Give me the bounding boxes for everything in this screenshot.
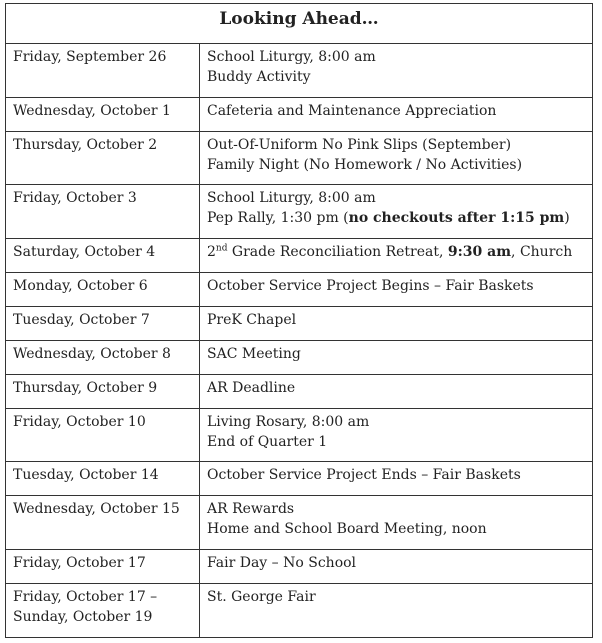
event-cell — [200, 307, 593, 341]
date-cell — [6, 409, 200, 462]
title-row — [6, 4, 593, 44]
schedule-table — [5, 3, 593, 638]
event-text-segment: 2 — [207, 244, 216, 260]
date-cell — [6, 496, 200, 550]
event-text: AR Deadline — [207, 380, 296, 396]
date-text: Thursday, October 2 — [13, 137, 158, 153]
date-cell — [6, 44, 200, 98]
event-text: Out-Of-Uniform No Pink Slips (September) — [207, 137, 512, 153]
date-cell — [6, 550, 200, 584]
table-row — [6, 98, 593, 132]
date-text: Thursday, October 9 — [13, 380, 158, 396]
event-text: October Service Project Ends – Fair Baskets — [207, 467, 521, 483]
table-row — [6, 409, 593, 462]
date-text: Wednesday, October 8 — [13, 346, 171, 362]
pep-rally-text — [207, 208, 586, 228]
event-text: Home and School Board Meeting, noon — [207, 521, 487, 537]
table-row — [6, 375, 593, 409]
date-text: Friday, October 3 — [13, 190, 137, 206]
event-cell — [200, 341, 593, 375]
event-text-segment: Grade Reconciliation Retreat, — [227, 244, 448, 260]
date-cell — [6, 98, 200, 132]
event-text: End of Quarter 1 — [207, 434, 328, 450]
table-row — [6, 132, 593, 185]
event-text-segment: , Church — [511, 244, 573, 260]
event-cell — [200, 550, 593, 584]
date-text: Tuesday, October 7 — [13, 312, 150, 328]
date-cell — [6, 341, 200, 375]
event-text: PreK Chapel — [207, 312, 297, 328]
date-text: Tuesday, October 14 — [13, 467, 159, 483]
table-row — [6, 307, 593, 341]
date-cell — [6, 375, 200, 409]
date-text: Wednesday, October 1 — [13, 103, 171, 119]
event-cell — [200, 496, 593, 550]
event-text: Buddy Activity — [207, 69, 311, 85]
date-text: Saturday, October 4 — [13, 244, 156, 260]
date-cell — [6, 132, 200, 185]
date-cell — [6, 462, 200, 496]
event-cell — [200, 462, 593, 496]
date-text: Friday, September 26 — [13, 49, 167, 65]
table-row — [6, 239, 593, 273]
date-cell — [6, 185, 200, 239]
event-text-segment: ) — [564, 210, 570, 226]
table-row — [6, 496, 593, 550]
event-text: Family Night (No Homework / No Activities) — [207, 157, 523, 173]
table-row — [6, 584, 593, 638]
event-text: Fair Day – No School — [207, 555, 357, 571]
event-text: School Liturgy, 8:00 am — [207, 190, 376, 206]
date-cell — [6, 584, 200, 638]
date-cell — [6, 239, 200, 273]
date-text: Wednesday, October 15 — [13, 501, 180, 517]
retreat-text — [207, 242, 586, 262]
event-cell — [200, 584, 593, 638]
event-cell — [200, 132, 593, 185]
table-row — [6, 341, 593, 375]
event-text-segment: Pep Rally, 1:30 pm ( — [207, 210, 349, 226]
event-text-bold: no checkouts after 1:15 pm — [348, 210, 565, 226]
date-cell — [6, 273, 200, 307]
event-cell — [200, 98, 593, 132]
table-row — [6, 44, 593, 98]
table-row — [6, 273, 593, 307]
event-cell — [200, 185, 593, 239]
date-text: Friday, October 10 — [13, 414, 146, 430]
date-text: Sunday, October 19 — [13, 609, 153, 625]
event-cell — [200, 375, 593, 409]
event-cell — [200, 239, 593, 273]
event-text-bold: 9:30 am — [447, 244, 512, 260]
date-text: Monday, October 6 — [13, 278, 148, 294]
date-text: Friday, October 17 — [13, 555, 146, 571]
event-text: Living Rosary, 8:00 am — [207, 414, 370, 430]
event-cell — [200, 273, 593, 307]
ordinal-suffix: nd — [215, 243, 228, 254]
event-cell — [200, 44, 593, 98]
date-cell — [6, 307, 200, 341]
event-cell — [200, 409, 593, 462]
table-row — [6, 185, 593, 239]
table-row — [6, 462, 593, 496]
event-text: AR Rewards — [207, 501, 295, 517]
event-text: Cafeteria and Maintenance Appreciation — [207, 103, 497, 119]
event-text: St. George Fair — [207, 589, 316, 605]
event-text: School Liturgy, 8:00 am — [207, 49, 376, 65]
table-row — [6, 550, 593, 584]
table-title: Looking Ahead… — [6, 4, 593, 44]
event-text: October Service Project Begins – Fair Baskets — [207, 278, 534, 294]
event-text: SAC Meeting — [207, 346, 301, 362]
date-text: Friday, October 17 – — [13, 589, 158, 605]
